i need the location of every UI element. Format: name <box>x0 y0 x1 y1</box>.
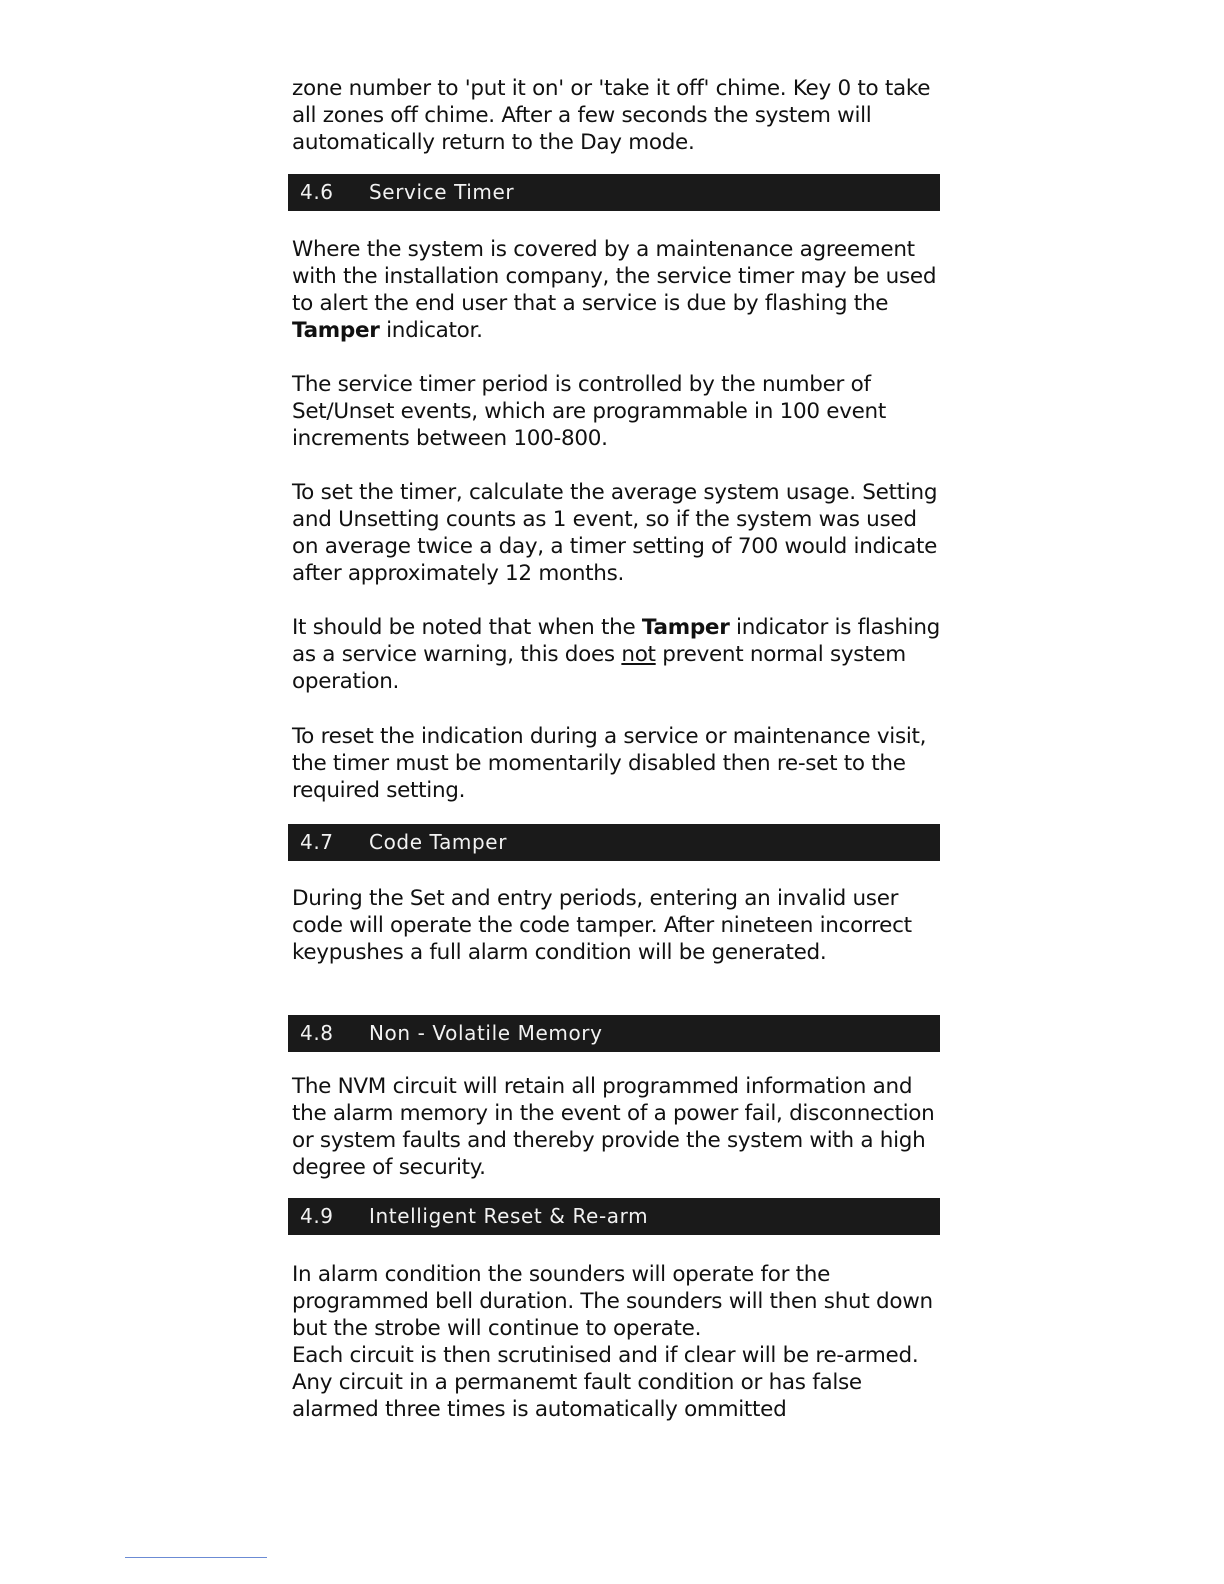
section-header-4-9 <box>288 1198 940 1235</box>
tamper-emphasis: Tamper <box>292 318 380 343</box>
section-title: Intelligent Reset & Re-arm <box>369 1204 649 1228</box>
section-number: 4.8 <box>300 1021 334 1045</box>
section-number: 4.9 <box>300 1204 334 1228</box>
service-timer-paragraph-5: To reset the indication during a service or maintenance visit, the timer must be momentarily disabled then re-set to the required setting. <box>292 724 927 803</box>
section-header-4-7 <box>288 824 940 861</box>
service-timer-paragraph-2: The service timer period is controlled by the number of Set/Unset events, which are programmable in 100 event increments between 100-800. <box>292 372 886 451</box>
not-emphasis: not <box>621 642 656 667</box>
footer-rule <box>125 1557 267 1558</box>
reset-paragraph-2: Each circuit is then scrutinised and if clear will be re-armed. Any circuit in a permanemt fault condition or has false alarmed three times is automatically ommitted <box>292 1343 919 1422</box>
code-tamper-paragraph: During the Set and entry periods, entering an invalid user code will operate the code tamper. After nineteen incorrect keypushes a full alarm condition will be generated. <box>292 886 912 965</box>
section-number: 4.7 <box>300 830 334 854</box>
section-title: Code Tamper <box>369 830 508 854</box>
tamper-emphasis: Tamper <box>641 615 730 640</box>
section-header-4-6 <box>288 174 940 211</box>
section-number: 4.6 <box>300 180 334 204</box>
service-timer-paragraph-1: Where the system is covered by a maintenance agreement with the installation company, the service timer may be used to alert the end user that a service is due by flashing the Tamper indicator. <box>292 237 937 343</box>
nvm-paragraph: The NVM circuit will retain all programmed information and the alarm memory in the event of a power fail, disconnection or system faults and thereby provide the system with a high degree of security. <box>292 1074 935 1180</box>
section-title: Non - Volatile Memory <box>369 1021 603 1045</box>
service-timer-paragraph-4: It should be noted that when the Tamper indicator is flashing as a service warning, this does not prevent normal system operation. <box>292 615 941 694</box>
section-header-4-8 <box>288 1015 940 1052</box>
reset-paragraph-1: In alarm condition the sounders will operate for the programmed bell duration. The sounders will then shut down but the strobe will continue to operate. <box>292 1262 933 1341</box>
intro-paragraph: zone number to 'put it on' or 'take it off' chime. Key 0 to take all zones off chime. After a few seconds the system will automatically return to the Day mode. <box>292 76 931 155</box>
section-title: Service Timer <box>369 180 515 204</box>
service-timer-paragraph-3: To set the timer, calculate the average system usage. Setting and Unsetting counts as 1 event, so if the system was used on average twice a day, a timer setting of 700 would indicate after approximately 12 months. <box>292 480 938 586</box>
